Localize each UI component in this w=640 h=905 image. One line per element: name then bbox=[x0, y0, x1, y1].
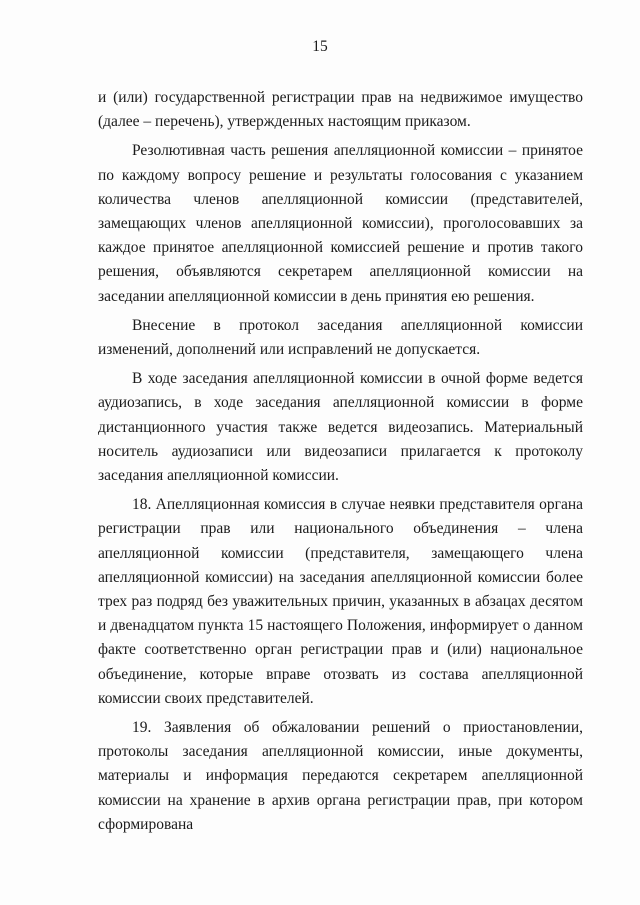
paragraph-item-18: 18. Апелляционная комиссия в случае неявки представителя органа регистрации прав или национального объединения – члена апелляционной комиссии (представителя, замещающего члена апелляционной комиссии) на заседания апелляционной комиссии более трех раз подряд без уважительных причин, указанных в абзацах десятом и двенадцатом пункта 15 настоящего Положения, информирует о данном факте соответственно орган регистрации прав и (или) национальное объединение, которые вправе отозвать из состава апелляционной комиссии своих представителей. bbox=[98, 496, 583, 707]
paragraph-protocol-changes: Внесение в протокол заседания апелляционной комиссии изменений, дополнений или исправлений не допускается. bbox=[98, 316, 583, 359]
page-number: 15 bbox=[312, 38, 328, 55]
body-text bbox=[98, 86, 583, 837]
paragraph-resolution-part: Резолютивная часть решения апелляционной комиссии – принятое по каждому вопросу решение и результаты голосования с указанием количества членов апелляционной комиссии (представителей, замещающих членов апелляционной комиссии), проголосовавших за каждое принятое апелляционной комиссией решение и против такого решения, объявляются секретарем апелляционной комиссии на заседании апелляционной комиссии в день принятия ею решения. bbox=[98, 142, 583, 305]
paragraph-continuation: и (или) государственной регистрации прав на недвижимое имущество (далее – перечень), утвержденных настоящим приказом. bbox=[98, 89, 583, 131]
paragraph-item-19: 19. Заявления об обжаловании решений о приостановлении, протоколы заседания апелляционной комиссии, иные документы, материалы и информация передаются секретарем апелляционной комиссии на хранение в архив органа регистрации прав, при котором сформирована bbox=[98, 719, 583, 833]
paragraph-audio-recording: В ходе заседания апелляционной комиссии в очной форме ведется аудиозапись, в ходе заседания апелляционной комиссии в форме дистанционного участия также ведется видеозапись. Материальный носитель аудиозаписи или видеозаписи прилагается к протоколу заседания апелляционной комиссии. bbox=[98, 370, 583, 485]
